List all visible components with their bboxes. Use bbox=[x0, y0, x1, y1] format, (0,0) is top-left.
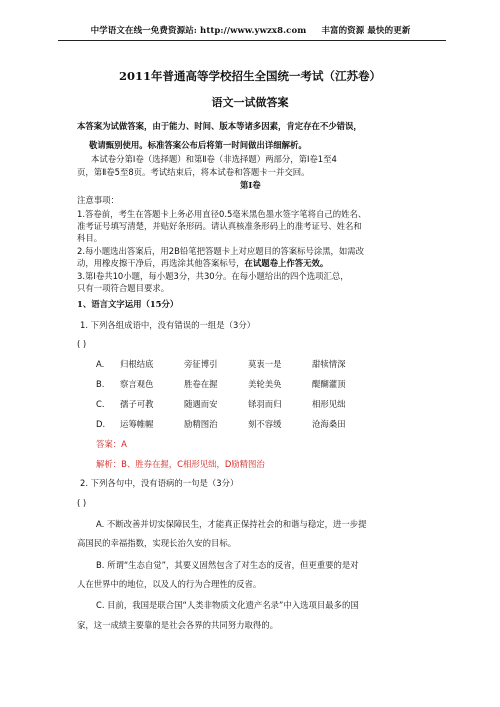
option-item: 莫衷一是 bbox=[248, 359, 282, 369]
q1-option-b bbox=[96, 380, 376, 388]
option-item: 相形见绌 bbox=[312, 399, 346, 409]
q2-option-b-line2: 人在世界中的地位，以及人的行为合理性的反省。 bbox=[77, 579, 262, 589]
q1-stem: 1. 下列各组成语中，没有错误的一组是（3分） bbox=[80, 320, 256, 330]
option-item: 刻不容缓 bbox=[248, 419, 282, 429]
q1-answer: 答案：A bbox=[96, 439, 127, 449]
q2-option-c-line2: 家，这一成绩主要靠的是社会各界的共同努力取得的。 bbox=[77, 620, 278, 630]
intro-line-1: 本试卷分第Ⅰ卷（选择题）和第Ⅱ卷（非选择题）两部分，第Ⅰ卷1至4 bbox=[91, 154, 337, 164]
page-header bbox=[58, 24, 443, 36]
option-item: 美轮美奂 bbox=[248, 379, 282, 389]
option-item: 随遇而安 bbox=[184, 399, 218, 409]
option-item: 醍醐灌顶 bbox=[312, 379, 346, 389]
note-line-2: 准考证号填写清楚，并贴好条形码。请认真核准条形码上的准考证号、姓名和 bbox=[77, 221, 362, 231]
option-label: D. bbox=[96, 419, 106, 429]
note-line-7: 只有一项符合题目要求。 bbox=[77, 283, 170, 293]
document-title: 2011年普通高等学校招生全国统一考试（江苏卷） bbox=[118, 69, 381, 83]
document-subtitle: 语文一试做答案 bbox=[211, 96, 289, 109]
option-item: 运筹帷幄 bbox=[120, 419, 154, 429]
intro-line-2: 页，第Ⅱ卷5至8页。考试结束后，将本试卷和答题卡一并交回。 bbox=[77, 167, 310, 177]
option-item: 胜卷在握 bbox=[184, 379, 218, 389]
option-item: 铩羽而归 bbox=[248, 399, 282, 409]
notice-line-1: 本答案为试做答案，由于能力、时间、版本等诸多因素，肯定存在不少错误， bbox=[77, 121, 362, 131]
section1-heading: 1、语言文字运用（15分） bbox=[77, 299, 179, 309]
note-line-1: 1.答卷前，考生在答题卡上务必用直径0.5毫米黑色墨水签字笔将自己的姓名、 bbox=[77, 209, 367, 219]
part1-title: 第Ⅰ卷 bbox=[240, 180, 261, 190]
header-slogan: 丰富的资源 最快的更新 bbox=[321, 26, 411, 36]
q1-paren: ( ) bbox=[77, 339, 87, 349]
header-divider bbox=[58, 40, 446, 41]
option-item: 归根结底 bbox=[120, 359, 154, 369]
q2-option-c-line1: C. 目前，我国是联合国“人类非物质文化遗产名录”中入选项目最多的国 bbox=[96, 600, 359, 610]
option-item: 励精图治 bbox=[184, 419, 218, 429]
note-line-6: 3.第Ⅰ卷共10小题，每小题3分，共30分。在每小题给出的四个选项汇总， bbox=[77, 271, 349, 281]
note-line-5 bbox=[77, 259, 328, 267]
option-label: A. bbox=[96, 359, 105, 369]
q1-analysis: 解析：B、胜券在握，C相形见绌，D励精图治 bbox=[96, 459, 265, 469]
option-label: C. bbox=[96, 399, 105, 409]
notice-line-2: 敬请甄别使用。标准答案公布后将第一时间做出详细解析。 bbox=[89, 140, 307, 150]
option-item: 察言观色 bbox=[120, 379, 154, 389]
note-line-5-text: 动，用橡皮擦干净后，再选涂其他答案标号， bbox=[77, 258, 245, 268]
q2-option-a-line1: A. 不断改善并切实保障民生，才能真正保持社会的和谐与稳定，进一步提 bbox=[96, 519, 367, 529]
option-item: 旁征博引 bbox=[184, 359, 218, 369]
q1-option-a bbox=[96, 360, 376, 368]
option-item: 甜犊情深 bbox=[312, 359, 346, 369]
option-item: 孺子可教 bbox=[120, 399, 154, 409]
note-emphasis: 在试题卷上作答无效。 bbox=[244, 258, 329, 268]
q2-stem: 2. 下列各句中，没有语病的一句是（3分） bbox=[80, 478, 239, 488]
q2-paren: ( ) bbox=[77, 498, 87, 508]
notes-title: 注意事项： bbox=[77, 195, 119, 205]
option-item: 沧海桑田 bbox=[312, 419, 346, 429]
option-label: B. bbox=[96, 379, 105, 389]
note-line-4: 2.每小题选出答案后，用2B铅笔把答题卡上对应题目的答案标号涂黑，如需改 bbox=[77, 246, 365, 256]
q2-option-b-line1: B. 所谓“生态自觉”，其要义固然包含了对生态的反省，但更重要的是对 bbox=[96, 560, 359, 570]
q2-option-a-line2: 高国民的幸福指数，实现长治久安的目标。 bbox=[77, 538, 237, 548]
q1-option-d bbox=[96, 420, 376, 428]
q1-option-c bbox=[96, 400, 376, 408]
note-line-3: 科目。 bbox=[77, 233, 103, 243]
header-site: 中学语文在线一免费资源站: http://www.ywzx8.com bbox=[90, 26, 307, 36]
